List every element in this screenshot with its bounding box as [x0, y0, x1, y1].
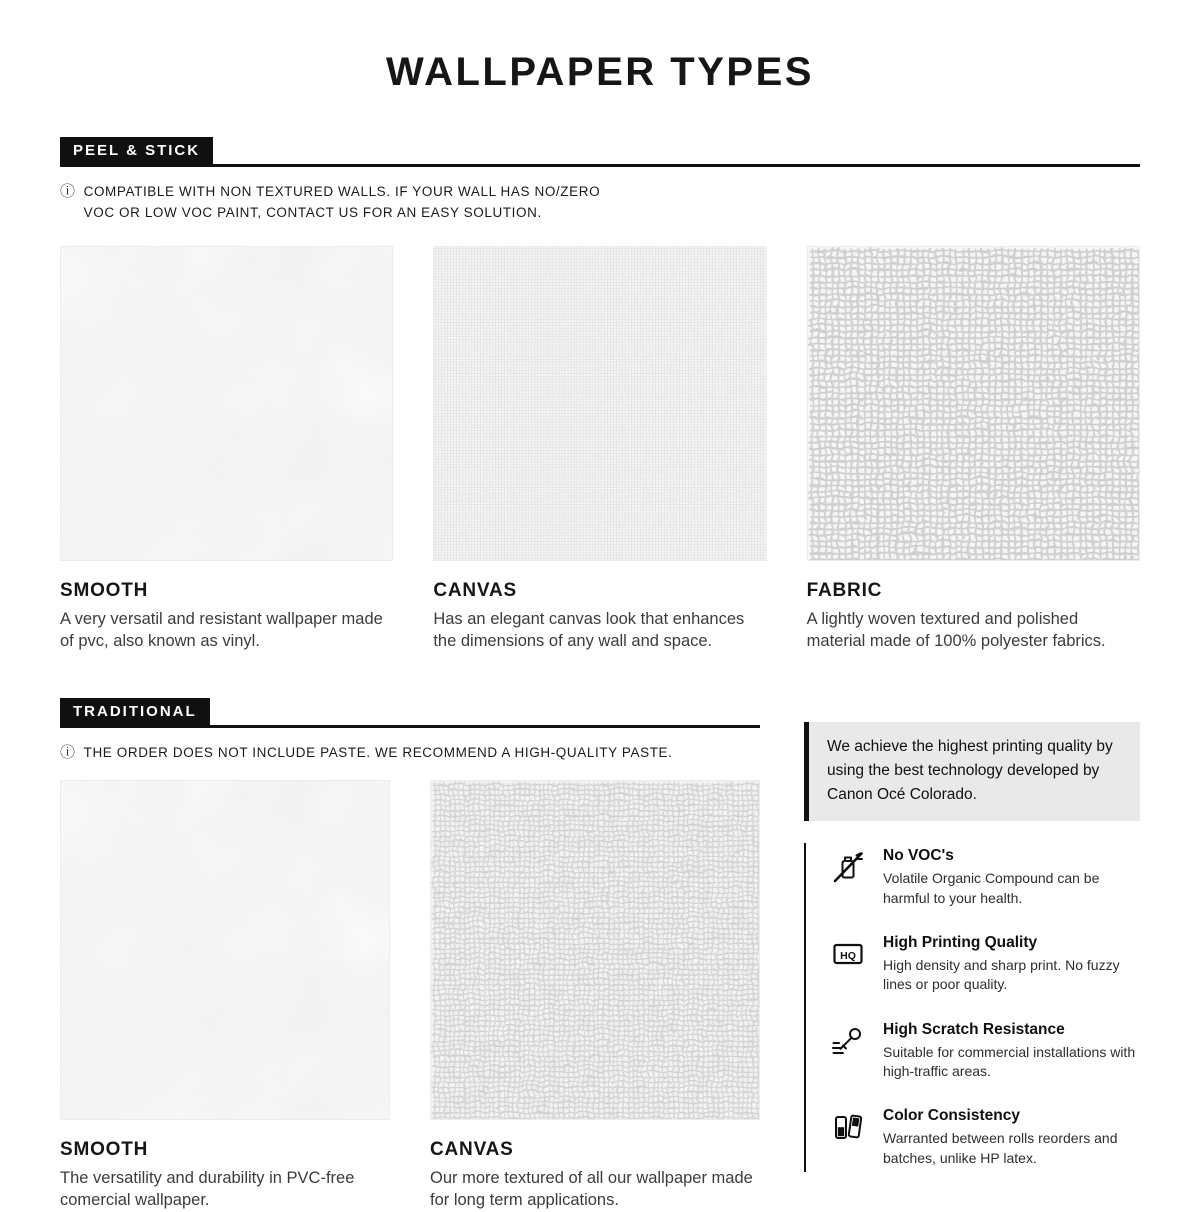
smooth-texture-image [60, 780, 390, 1120]
section-peel-and-stick [60, 137, 1140, 652]
peel-and-stick-swatch-row [60, 246, 1140, 653]
swatch-description: The versatility and durability in PVC-free comercial wallpaper. [60, 1169, 355, 1210]
note-line-2: VOC OR LOW VOC PAINT, CONTACT US FOR AN EASY SOLUTION. [83, 204, 542, 220]
swatch-name: CANVAS [433, 579, 517, 601]
fabric-texture-image [807, 246, 1140, 561]
info-icon: ⓘ [60, 183, 76, 200]
swatch-peel-fabric [807, 246, 1140, 653]
canvas-texture-image [433, 246, 766, 561]
swatch-name: FABRIC [806, 579, 883, 601]
feature-title: High Printing Quality [883, 934, 1038, 952]
section-header-traditional [60, 698, 760, 728]
feature-title: High Scratch Resistance [883, 1020, 1065, 1038]
note-line-1: COMPATIBLE WITH NON TEXTURED WALLS. IF YOUR WALL HAS NO/ZERO [83, 184, 601, 199]
section-traditional [60, 698, 760, 1211]
swatch-peel-canvas [433, 246, 766, 653]
swatch-description: A lightly woven textured and polished material made of 100% polyester fabrics. [806, 609, 1106, 650]
scratch-resistance-icon [828, 1021, 868, 1061]
feature-description: High density and sharp print. No fuzzy lines or poor quality. [883, 957, 1120, 993]
section-note-peel-and-stick [60, 182, 1140, 224]
info-panel [804, 698, 1140, 1211]
swatch-traditional-canvas [430, 780, 760, 1212]
swatch-name: SMOOTH [60, 1139, 149, 1161]
feature-title: Color Consistency [883, 1107, 1020, 1125]
info-icon: ⓘ [60, 744, 76, 762]
feature-no-vocs [828, 847, 1140, 908]
note-text [84, 182, 601, 224]
feature-list [804, 843, 1140, 1172]
section-header-peel-and-stick [60, 137, 1140, 167]
smooth-texture-svg [61, 781, 389, 1119]
bottom-area [60, 698, 1140, 1211]
traditional-swatch-row [60, 780, 760, 1212]
swatch-name: SMOOTH [60, 579, 149, 601]
canvas-texture-svg [434, 247, 765, 560]
color-consistency-icon [828, 1107, 868, 1147]
feature-description: Warranted between rolls reorders and batches, unlike HP latex. [883, 1130, 1118, 1166]
no-voc-icon [828, 847, 868, 887]
feature-high-printing-quality [828, 934, 1140, 995]
page-title: WALLPAPER TYPES [386, 50, 814, 94]
svg-text:HQ: HQ [840, 949, 856, 962]
smooth-texture-svg [61, 247, 392, 560]
section-badge-peel-and-stick: PEEL & STICK [60, 137, 213, 164]
swatch-description: A very versatil and resistant wallpaper made of pvc, also known as vinyl. [60, 609, 383, 650]
note-text: THE ORDER DOES NOT INCLUDE PASTE. WE RECOMMEND A HIGH-QUALITY PASTE. [83, 745, 673, 761]
swatch-traditional-smooth [60, 780, 390, 1212]
callout-text: We achieve the highest printing quality by using the best technology developed by Canon Océ Colorado. [827, 738, 1113, 804]
feature-color-consistency [828, 1107, 1140, 1168]
high-printing-quality-icon [828, 934, 868, 974]
feature-title: No VOC's [883, 847, 954, 865]
swatch-name: CANVAS [430, 1139, 514, 1161]
smooth-texture-image [60, 246, 393, 561]
feature-high-scratch-resistance [828, 1021, 1140, 1082]
section-badge-traditional: TRADITIONAL [60, 698, 210, 725]
rough-canvas-texture-svg [431, 781, 759, 1119]
printing-quality-callout [804, 722, 1140, 821]
swatch-description: Has an elegant canvas look that enhances the dimensions of any wall and space. [433, 609, 745, 650]
feature-description: Suitable for commercial installations with high-traffic areas. [883, 1043, 1136, 1079]
fabric-texture-svg [808, 247, 1139, 560]
swatch-description: Our more textured of all our wallpaper made for long term applications. [430, 1169, 753, 1210]
feature-description: Volatile Organic Compound can be harmful to your health. [883, 870, 1100, 906]
section-note-traditional [60, 743, 760, 764]
rough-canvas-texture-image [430, 780, 760, 1120]
swatch-peel-smooth [60, 246, 393, 653]
